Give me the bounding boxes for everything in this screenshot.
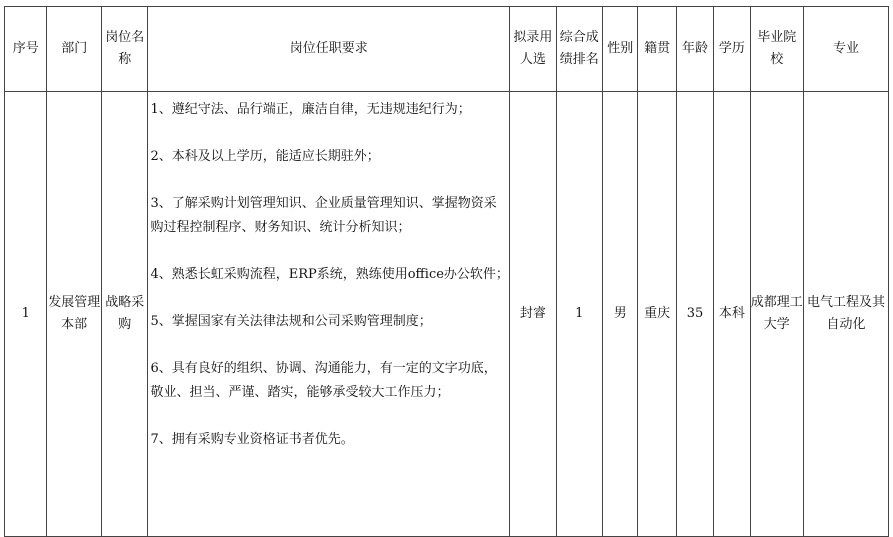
cell-major-text: 电气工程及其自动化 [807, 295, 886, 332]
table-row [5, 92, 889, 537]
requirement-item: 3、了解采购计划管理知识、企业质量管理知识、掌握物资采购过程控制程序、财务知识、统计分析知识； [150, 196, 497, 235]
header-origin: 籍贯 [638, 7, 676, 92]
cell-education: 本科 [714, 92, 750, 537]
header-gender: 性别 [603, 7, 638, 92]
requirement-item: 7、拥有采购专业资格证书者优先。 [150, 432, 354, 447]
requirement-item: 6、具有良好的组织、协调、沟通能力，有一定的文字功底，敬业、担当、严谨、踏实，能够承受较大工作压力； [150, 361, 497, 400]
cell-gender: 男 [603, 92, 638, 537]
cell-rank: 1 [556, 92, 602, 537]
header-major: 专业 [804, 7, 889, 92]
cell-school-text: 成都理工大学 [750, 295, 803, 332]
header-candidate-text: 拟录用人选 [513, 30, 553, 67]
header-department: 部门 [47, 7, 102, 92]
requirement-item: 2、本科及以上学历，能适应长期驻外； [150, 149, 380, 164]
cell-school [750, 92, 804, 537]
requirement-item: 5、掌握国家有关法律法规和公司采购管理制度； [150, 314, 432, 329]
header-row [5, 7, 889, 92]
header-position-text: 岗位名称 [105, 30, 145, 67]
header-school-text: 毕业院校 [757, 30, 797, 67]
cell-department [47, 92, 102, 537]
header-position [101, 7, 147, 92]
recruitment-table [4, 6, 889, 537]
cell-age: 35 [676, 92, 713, 537]
cell-candidate: 封睿 [510, 92, 556, 537]
header-candidate [510, 7, 556, 92]
requirement-item: 1、遵纪守法、品行端正，廉洁自律，无违规违纪行为； [150, 102, 471, 117]
cell-requirements [148, 92, 510, 537]
header-rank-text: 综合成绩排名 [559, 30, 599, 67]
header-education: 学历 [714, 7, 750, 92]
cell-position-text: 战略采购 [105, 295, 145, 332]
cell-department-text: 发展管理本部 [48, 295, 101, 332]
cell-position [101, 92, 147, 537]
cell-index: 1 [5, 92, 47, 537]
header-index: 序号 [5, 7, 47, 92]
header-age: 年龄 [676, 7, 713, 92]
cell-major [804, 92, 889, 537]
requirement-item: 4、熟悉长虹采购流程，ERP系统，熟练使用office办公软件； [150, 267, 509, 282]
header-school [750, 7, 804, 92]
cell-origin: 重庆 [638, 92, 676, 537]
header-requirements: 岗位任职要求 [148, 7, 510, 92]
header-rank [556, 7, 602, 92]
